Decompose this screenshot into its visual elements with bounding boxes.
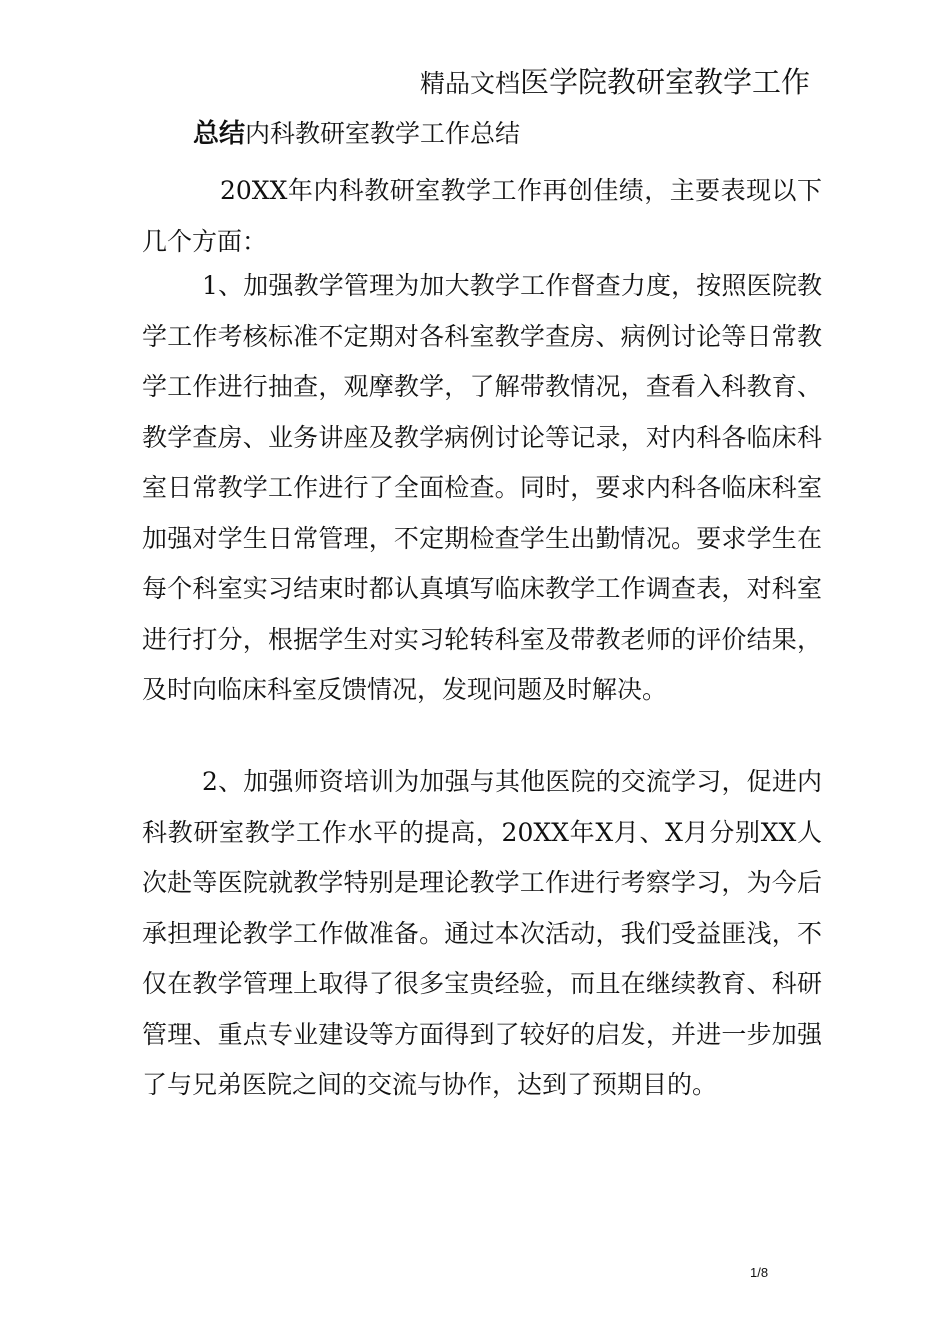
paragraph-teaching-management: 1、加强教学管理为加大教学工作督查力度，按照医院教学工作考核标准不定期对各科室教学查房、病例讨论等日常教学工作进行抽查，观摩教学，了解带教情况，查看入科教育、教学查房、业务讲座及教学病例讨论等记录，对内科各临床科室日常教学工作进行了全面检查。同时，要求内科各临床科室加强对学生日常管理，不定期检查学生出勤情况。要求学生在每个科室实习结束时都认真填写临床教学工作调查表，对科室进行打分，根据学生对实习轮转科室及带教老师的评价结果，及时向临床科室反馈情况，发现问题及时解决。 bbox=[142, 271, 822, 704]
document-title: 医学院教研室教学工作 bbox=[520, 65, 811, 99]
paragraph-teacher-training: 2、加强师资培训为加强与其他医院的交流学习，促进内科教研室教学工作水平的提高，20XX年X月、X月分别XX人次赴等医院就教学特别是理论教学工作进行考察学习，为今后承担理论教学工作做准备。通过本次活动，我们受益匪浅，不仅在教学管理上取得了很多宝贵经验，而且在继续教育、科研管理、重点专业建设等方面得到了较好的启发，并进一步加强了与兄弟医院之间的交流与协作，达到了预期目的。 bbox=[142, 767, 822, 1099]
title-suffix: 总结 bbox=[193, 119, 246, 149]
paragraph-intro: 20XX年内科教研室教学工作再创佳绩，主要表现以下几个方面： bbox=[142, 176, 822, 256]
subtitle: 内科教研室教学工作总结 bbox=[245, 119, 521, 148]
title-continuation bbox=[193, 114, 520, 157]
header-watermark-text: 精品文档 bbox=[420, 69, 521, 98]
page-number: 1/8 bbox=[750, 1265, 769, 1280]
page-header bbox=[420, 62, 810, 107]
